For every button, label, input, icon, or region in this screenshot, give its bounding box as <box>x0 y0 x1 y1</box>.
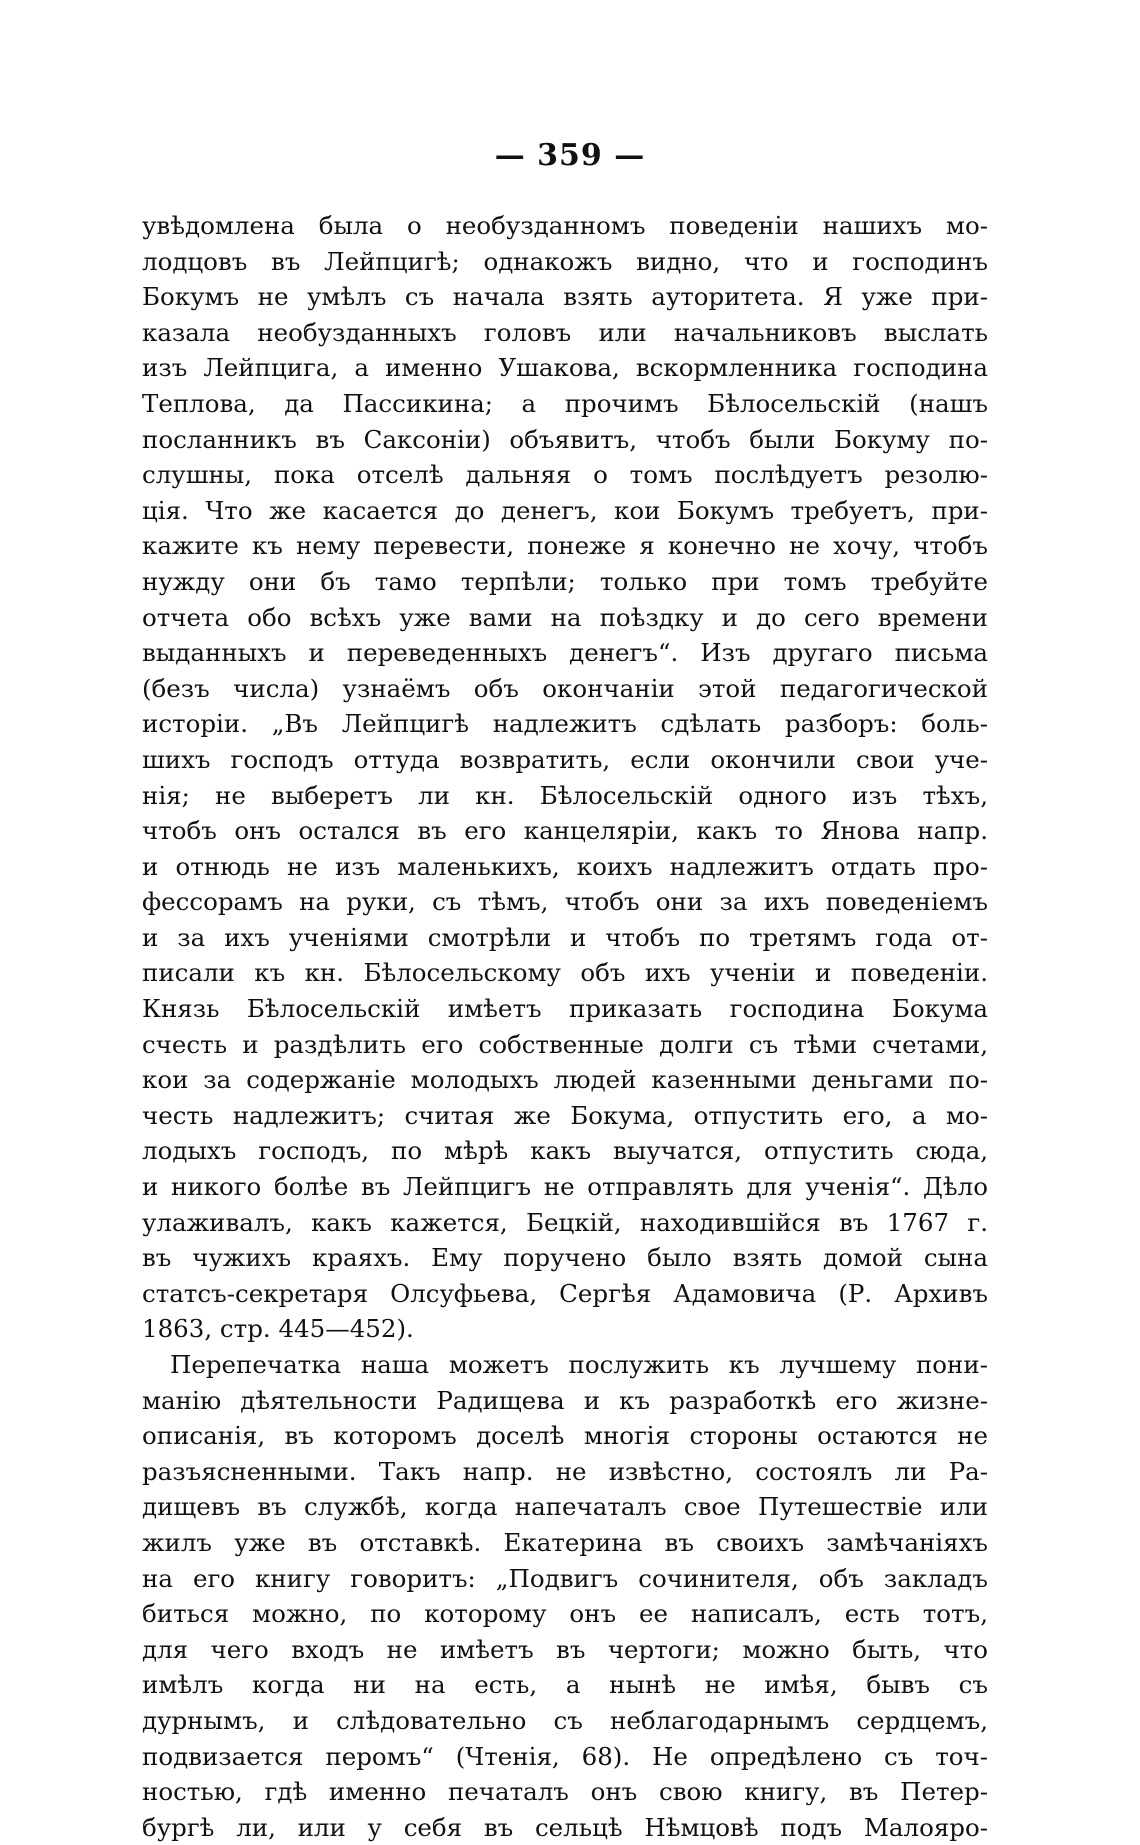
text-line: Князь Бѣлосельскій имѣетъ приказать господина Бокума <box>142 994 988 1024</box>
text-line: казала необузданныхъ головъ или начальниковъ выслать <box>142 317 988 347</box>
text-line: лодыхъ господъ, по мѣрѣ какъ выучатся, отпустить сюда, <box>142 1136 988 1166</box>
text-line: жилъ уже въ отставкѣ. Екатерина въ своихъ замѣчаніяхъ <box>142 1527 988 1557</box>
text-line: манію дѣятельности Радищева и къ разработкѣ его жизне- <box>142 1385 988 1415</box>
text-line: изъ Лейпцига, а именно Ушакова, вскормленника господина <box>142 353 988 383</box>
text-line: улаживалъ, какъ кажется, Бецкій, находившійся въ 1767 г. <box>142 1207 988 1237</box>
text-line: кои за содержаніе молодыхъ людей казенными деньгами по- <box>142 1065 988 1095</box>
text-line: кажите къ нему перевести, понеже я конечно не хочу, чтобъ <box>142 531 988 561</box>
text-line: 1863, стр. 445—452). <box>142 1314 414 1344</box>
text-line: ностью, гдѣ именно печаталъ онъ свою книгу, въ Петер- <box>142 1777 988 1807</box>
text-line: дурнымъ, и слѣдовательно съ неблагодарнымъ сердцемъ, <box>142 1705 988 1735</box>
text-line: и за ихъ ученіями смотрѣли и чтобъ по третямъ года от- <box>142 922 988 952</box>
body-text <box>142 208 988 1845</box>
text-line: и отнюдь не изъ маленькихъ, коихъ надлежитъ отдать про- <box>142 851 988 881</box>
text-line: подвизается перомъ“ (Чтенія, 68). Не опредѣлено съ точ- <box>142 1741 988 1771</box>
text-line: статсъ-секретаря Олсуфьева, Сергѣя Адамовича (Р. Архивъ <box>142 1278 988 1308</box>
text-line: фессорамъ на руки, съ тѣмъ, чтобъ они за ихъ поведеніемъ <box>142 887 988 917</box>
text-line: чтобъ онъ остался въ его канцеляріи, какъ то Янова напр. <box>142 816 988 846</box>
page-number: — 359 — <box>494 138 646 173</box>
text-line: описанія, въ которомъ доселѣ многія стороны остаются не <box>142 1421 988 1451</box>
text-line: слушны, пока отселѣ дальняя о томъ послѣдуетъ резолю- <box>142 460 988 490</box>
text-line: нія; не выберетъ ли кн. Бѣлосельскій одного изъ тѣхъ, <box>142 780 988 810</box>
text-line: честь надлежитъ; считая же Бокума, отпустить его, а мо- <box>142 1100 988 1130</box>
text-line: счесть и раздѣлить его собственные долги съ тѣми счетами, <box>142 1029 988 1059</box>
text-line: дищевъ въ службѣ, когда напечаталъ свое Путешествіе или <box>142 1492 988 1522</box>
text-line: лодцовъ въ Лейпцигѣ; однакожъ видно, что и господинъ <box>142 246 988 276</box>
text-line: исторіи. „Въ Лейпцигѣ надлежитъ сдѣлать разборъ: боль- <box>142 709 988 739</box>
text-line: для чего входъ не имѣетъ въ чертоги; можно быть, что <box>142 1634 988 1664</box>
text-line: выданныхъ и переведенныхъ денегъ“. Изъ другаго письма <box>142 638 988 668</box>
text-line: биться можно, по которому онъ ее написалъ, есть тотъ, <box>142 1599 988 1629</box>
text-line: писали къ кн. Бѣлосельскому объ ихъ ученіи и поведеніи. <box>142 958 988 988</box>
text-line: нужду они бъ тамо терпѣли; только при томъ требуйте <box>142 566 988 596</box>
text-line: Теплова, да Пассикина; а прочимъ Бѣлосельскій (нашъ <box>142 388 988 418</box>
text-line: въ чужихъ краяхъ. Ему поручено было взять домой сына <box>142 1243 988 1273</box>
text-line: и никого болѣе въ Лейпцигъ не отправлять для ученія“. Дѣло <box>142 1172 988 1202</box>
text-line: Перепечатка наша можетъ послужить къ лучшему пони- <box>170 1350 988 1379</box>
text-line: на его книгу говоритъ: „Подвигъ сочинителя, объ закладъ <box>142 1563 988 1593</box>
text-line: ція. Что же касается до денегъ, кои Бокумъ требуетъ, при- <box>142 495 988 525</box>
text-line: увѣдомлена была о необузданномъ поведеніи нашихъ мо- <box>142 211 988 240</box>
text-line: Бокумъ не умѣлъ съ начала взять ауторитета. Я уже при- <box>142 282 988 312</box>
text-line: бургѣ ли, или у себя въ сельцѣ Нѣмцовѣ подъ Малояро- <box>142 1812 988 1842</box>
text-line: отчета обо всѣхъ уже вами на поѣздку и до сего времени <box>142 602 988 632</box>
text-line: (безъ числа) узнаёмъ объ окончаніи этой педагогической <box>142 673 988 703</box>
text-line: посланникъ въ Саксоніи) объявитъ, чтобъ были Бокуму по- <box>142 424 988 454</box>
text-line: шихъ господъ оттуда возвратить, если окончили свои уче- <box>142 744 988 774</box>
text-line: имѣлъ когда ни на есть, а нынѣ не имѣя, бывъ съ <box>142 1670 988 1700</box>
text-line: разъясненными. Такъ напр. не извѣстно, состоялъ ли Ра- <box>142 1456 988 1486</box>
